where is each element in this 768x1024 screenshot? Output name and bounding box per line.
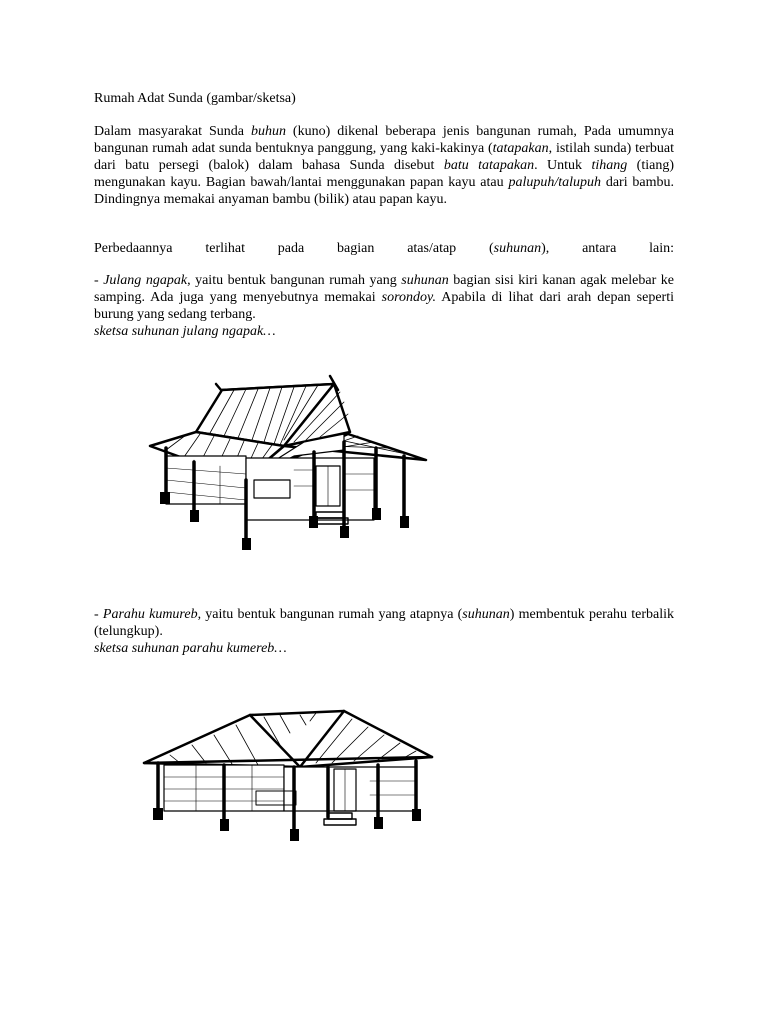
text-run: , yaitu bentuk bangunan rumah yang atapnya ( [197,607,463,622]
italic-term: Parahu kumureb [102,607,198,622]
difference-paragraph [94,240,674,257]
sketch-caption-parahu: sketsa suhunan parahu kumereb… [94,641,287,656]
text-run: - [94,273,104,288]
text-run: . Untuk [534,158,592,173]
sketch-caption-julang: sketsa suhunan julang ngapak… [94,324,276,339]
text-run: Dalam masyarakat Sunda [94,124,251,139]
italic-term: suhunan [493,241,542,256]
italic-term: sorondoy. [381,290,436,305]
italic-term: tatapakan [492,141,549,156]
document-title: Rumah Adat Sunda (gambar/sketsa) [94,91,296,106]
julang-ngapak-house-sketch [144,370,434,560]
julang-ngapak-paragraph [94,272,674,340]
italic-term: Julang ngapak [103,273,188,288]
text-run: Perbedaannya terlihat pada bagian atas/atap ( [94,241,494,256]
italic-term: suhunan [401,273,449,288]
text-run: ), antara lain: [541,241,674,256]
text-run: (tiang) mengunakan kayu. Bagian bawah/lantai menggunakan papan kayu atau [94,158,675,190]
italic-term: suhunan [462,607,510,622]
text-run: Apabila di lihat dari arah depan seperti burung yang sedang terbang. [94,290,674,322]
parahu-kumureb-house-sketch [140,705,440,850]
italic-term: tihang [591,158,628,173]
text-run: , istilah sunda) terbuat dari batu persegi (balok) dalam bahasa Sunda disebut [94,141,674,173]
intro-paragraph [94,123,674,208]
italic-term: buhun [250,124,286,139]
text-run: (kuno) dikenal beberapa jenis bangunan rumah, Pada umumnya bangunan rumah adat sunda bentuknya panggung, yang kaki-kakinya ( [94,124,675,156]
text-run: bagian sisi kiri kanan agak melebar ke samping. Ada juga yang menyebutnya memakai [94,273,674,305]
text-run: dari bambu. Dindingnya memakai anyaman bambu (bilik) atau papan kayu. [94,175,674,207]
parahu-kumureb-paragraph [94,606,674,657]
text-run: , yaitu bentuk bangunan rumah yang [187,273,402,288]
italic-term: palupuh/talupuh [508,175,601,190]
text-run: - [94,607,103,622]
italic-term: batu tatapakan [443,158,535,173]
text-run: ) membentuk perahu terbalik (telungkup). [94,607,675,639]
